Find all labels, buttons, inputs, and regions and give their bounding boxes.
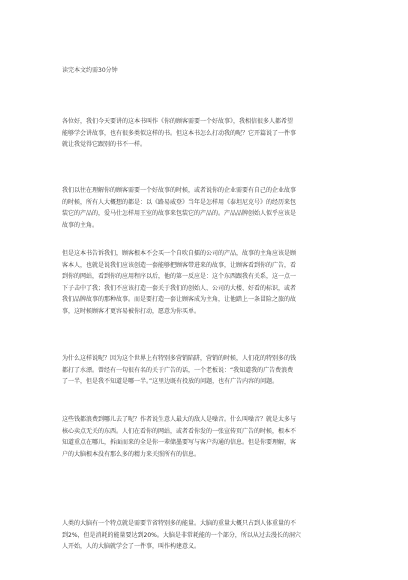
text-line: 事，这时候顾客才更容易被你打动，愿意为你买单。 xyxy=(62,307,201,315)
text-line: 下子击中了我；我们不应该打造一套关于我们的创始人、公司的大楼、好看的标识，或者 xyxy=(62,284,297,292)
text-line: 为什么这样说呢？因为这个世界上有特别多营销陷阱，营销的时候，人们花的特别多的钱 xyxy=(62,355,297,362)
text-line: 这些钱都浪费到哪儿去了呢？作者说生意人最大的敌人是噪音。什么叫噪音？就是太多与 xyxy=(62,416,297,423)
text-line: 人类的大脑有一个特点就是需要节省特别多的能量。大脑的重量大概只占到人体重量的不 xyxy=(62,520,297,527)
text-line: 装它的产品的，爱马仕怎样用王室的故事来包装它的产品的。产品品牌创始人似乎应该是 xyxy=(62,210,297,217)
text-line: 知道重点在哪儿，拆面而来的全是你一辈储墨要写与客户沟通的信息。但是你要理解，客 xyxy=(62,439,297,446)
reading-time-note: 读完本文约需30分钟 xyxy=(62,67,118,74)
text-line: 就让我觉得它跟别的书不一样。 xyxy=(62,141,147,148)
text-line: 客本人，也就是说我们应该创造一套能够把顾客带进来的故事，让顾客看到你的广告，看 xyxy=(62,261,297,269)
text-line: 户的大脑根本没有那么多的精力来关照所有的信息。 xyxy=(62,450,201,458)
text-line: 但是这本书告诉我们，顾客根本不会买一个自吹自擂的公司的产品，故事的主角应该是顾 xyxy=(62,250,297,257)
paragraph-intro xyxy=(62,116,368,151)
paragraph-brain-energy xyxy=(62,518,368,553)
text-line: 我们品牌故事的那种故事。而是要打造一套让顾客成为主角，让他踏上一条冒险之旅的故 xyxy=(62,296,297,303)
text-line: 能够学会讲故事，也有很多类似这样的书。但这本书怎么打动我的呢？它开篇说了一件事 xyxy=(62,129,297,137)
text-line: 都打了水漂。曾经有一句很有名的关于广告的话，一个老板说：“我知道我的广告费浪费 xyxy=(62,366,294,374)
text-line: 了一半，但是我不知道是哪一半。”这里边既有投放的问题，也有广告内容的问题。 xyxy=(62,378,279,385)
paragraph-marketing-traps xyxy=(62,353,368,388)
text-line: 故事的主角。 xyxy=(62,221,99,229)
text-line: 核心卖点无关的东西。人们在看你的网站，或者看你发的一张宣传页广告的时候，根本不 xyxy=(62,427,297,435)
text-line: 到2%，但是消耗的能量要达到20%。大脑是非常耗能的一个部分，所以从过去漫长的洞穴 xyxy=(62,531,301,539)
paragraph-customer-as-hero xyxy=(62,248,368,317)
paragraph-noise xyxy=(62,414,368,460)
text-line: 各位好，我们今天要讲的这本书叫作《你的顾客需要一个好故事》，我相信很多人都希望 xyxy=(62,118,294,125)
text-line: 我们以往在理解你的顾客需要一个好故事的时候，或者说你的企业需要有自己的企业故事 xyxy=(62,187,297,194)
paragraph-brand-stories xyxy=(62,185,368,231)
text-line: 到你的网站，看到你的应用程序以后，他的第一反应是：这个东西跟我有关系，这一点一 xyxy=(62,273,297,280)
text-line: 的时候，所有人大概想的都是：以《路易威登》当年是怎样用《泰坦尼克号》的经历来包 xyxy=(62,198,297,206)
text-line: 人开始，人的大脑就学会了一件事，叫作构建意义。 xyxy=(62,543,201,550)
